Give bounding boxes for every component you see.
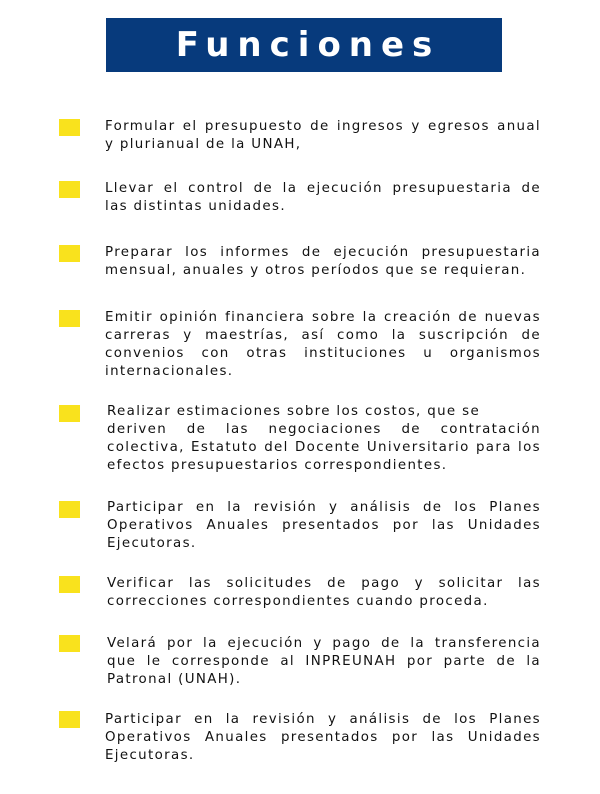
bullet-square-icon bbox=[59, 405, 80, 422]
bullet-square-icon bbox=[59, 310, 80, 327]
page-title: Funciones bbox=[175, 25, 441, 65]
item-text: Preparar los informes de ejecución presupuestaria mensual, anuales y otros períodos que se requieran. bbox=[105, 245, 541, 278]
item-text: Formular el presupuesto de ingresos y egresos anual y plurianual de la UNAH, bbox=[105, 119, 541, 152]
item-text: Participar en la revisión y análisis de los Planes Operativos Anuales presentados por las Unidades Ejecutoras. bbox=[107, 500, 541, 551]
bullet-square-icon bbox=[59, 245, 80, 262]
bullet-square-icon bbox=[59, 501, 80, 518]
item-text: Velará por la ejecución y pago de la transferencia que le corresponde al INPREUNAH por parte de la Patronal (UNAH). bbox=[107, 636, 541, 687]
bullet-square-icon bbox=[59, 576, 80, 593]
item-text: Emitir opinión financiera sobre la creación de nuevas carreras y maestrías, así como la suscripción de convenios con otras instituciones u organismos internacionales. bbox=[105, 310, 541, 379]
item-text: Llevar el control de la ejecución presupuestaria de las distintas unidades. bbox=[105, 181, 541, 214]
bullet-square-icon bbox=[59, 119, 80, 136]
bullet-square-icon bbox=[59, 711, 80, 728]
title-banner bbox=[106, 18, 502, 72]
bullet-square-icon bbox=[59, 635, 80, 652]
bullet-square-icon bbox=[59, 181, 80, 198]
item-text: Verificar las solicitudes de pago y solicitar las correcciones correspondientes cuando proceda. bbox=[107, 576, 541, 609]
item-text: Realizar estimaciones sobre los costos, que se deriven de las negociaciones de contratación colectiva, Estatuto del Docente Universitario para los efectos presupuestarios correspondientes. bbox=[107, 404, 541, 473]
item-text: Participar en la revisión y análisis de los Planes Operativos Anuales presentados por las Unidades Ejecutoras. bbox=[105, 712, 541, 763]
